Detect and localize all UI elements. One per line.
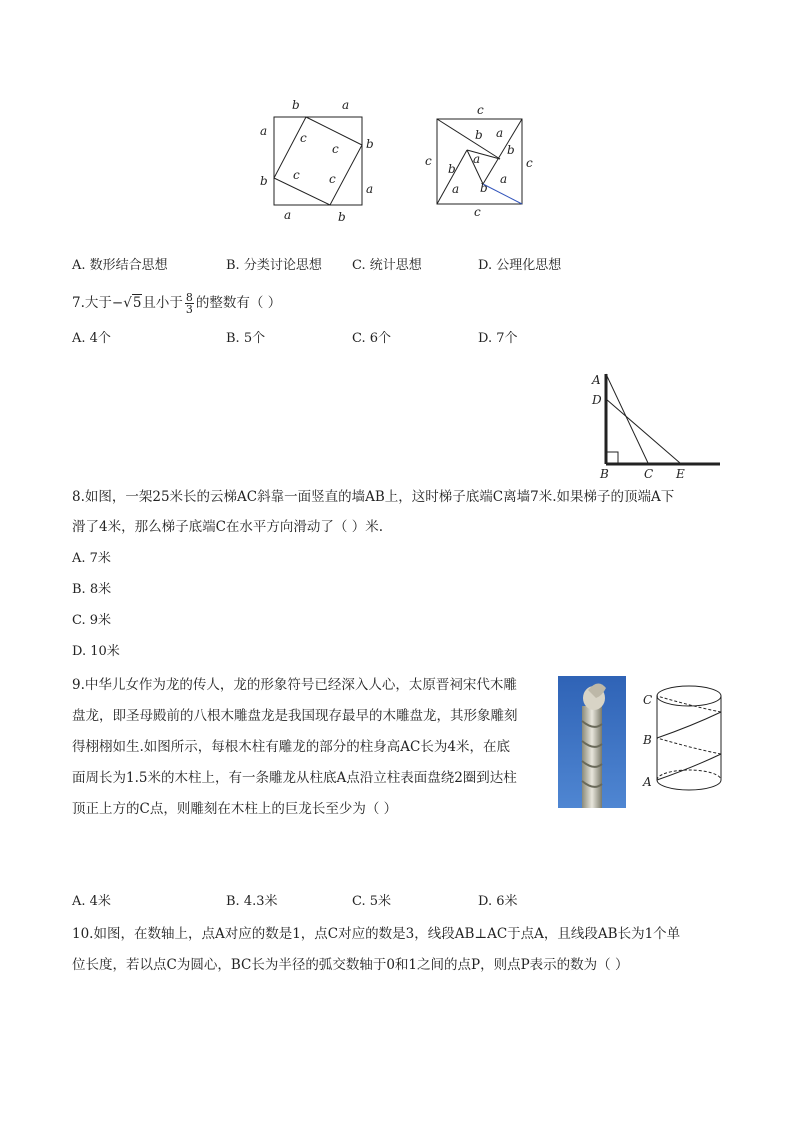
label-c1: c [300, 131, 307, 145]
label-c-top: c [477, 103, 484, 117]
pythagoras-figure-left [250, 95, 390, 225]
cylinder-figure [640, 680, 730, 810]
q7-suffix: 的整数有（ ） [195, 295, 282, 311]
point-C: C [644, 467, 654, 481]
label-a-top: a [342, 98, 350, 112]
label-c-right: c [526, 156, 533, 170]
q7-stem [72, 292, 281, 315]
point-E: E [676, 467, 685, 481]
q6-option-a[interactable]: A. 数形结合思想 [72, 258, 168, 273]
q9-option-c[interactable]: C. 5米 [352, 894, 392, 909]
label-a-bottom: a [284, 208, 292, 222]
label-b-right: b [366, 137, 374, 151]
label-a2: a [473, 152, 481, 166]
q9-line-1: 9.中华儿女作为龙的传人，龙的形象符号已经深入人心，太原晋祠宋代木雕 [72, 677, 517, 693]
fraction [185, 292, 194, 315]
label-b2: b [507, 143, 515, 157]
q10-line-2: 位长度，若以点C为圆心，BC长为半径的弧交数轴于0和1之间的点P，则点P表示的数为（ ） [72, 957, 629, 973]
label-c-left: c [425, 154, 432, 168]
q9-option-d[interactable]: D. 6米 [478, 894, 518, 909]
q8-option-b[interactable]: B. 8米 [72, 582, 112, 597]
label-c-bottom: c [474, 205, 481, 219]
q8-option-d[interactable]: D. 10米 [72, 644, 120, 659]
q9-option-a[interactable]: A. 4米 [72, 894, 111, 909]
label-c4: c [329, 172, 336, 186]
label-c3: c [293, 168, 300, 182]
q8-option-a[interactable]: A. 7米 [72, 551, 111, 566]
q9-option-b[interactable]: B. 4.3米 [226, 894, 278, 909]
point-A: A [643, 775, 652, 789]
q7-middle: 且小于 [142, 295, 183, 311]
point-D: D [592, 393, 602, 407]
q7-prefix: 7.大于 [72, 295, 112, 311]
q9-line-5: 顶正上方的C点，则雕刻在木柱上的巨龙长至少为（ ） [72, 801, 398, 817]
label-a1: a [496, 126, 504, 140]
q10-line-1: 10.如图，在数轴上，点A对应的数是1，点C对应的数是3，线段AB⊥AC于点A，且线段AB长为1个单 [72, 926, 681, 942]
point-B: B [600, 467, 609, 481]
q6-option-d[interactable]: D. 公理化思想 [478, 258, 562, 273]
label-a3: a [452, 182, 460, 196]
q8-line-1: 8.如图，一架25米长的云梯AC斜靠一面竖直的墙AB上，这时梯子底端C离墙7米.如果梯子的顶端A下 [72, 489, 675, 505]
fraction-numerator: 8 [185, 291, 193, 304]
label-c2: c [332, 142, 339, 156]
label-b-left: b [260, 174, 268, 188]
ladder-figure [586, 366, 726, 481]
label-b1: b [475, 128, 483, 142]
point-A: A [592, 373, 601, 387]
point-C: C [643, 693, 653, 707]
label-a4: a [500, 172, 508, 186]
sqrt-radicand: 5 [132, 295, 142, 311]
label-a-right: a [366, 182, 374, 196]
label-b4: b [480, 181, 488, 195]
q9-line-3: 得栩栩如生.如图所示，每根木柱有雕龙的部分的柱身高AC长为4米，在底 [72, 739, 510, 755]
pythagoras-figure-right [420, 95, 550, 225]
q7-option-d[interactable]: D. 7个 [478, 331, 518, 346]
q7-minus: − [111, 295, 124, 311]
label-a-left: a [260, 124, 268, 138]
sqrt-sign: √ [123, 295, 132, 311]
q8-line-2: 滑了4米，那么梯子底端C在水平方向滑动了（ ）米. [72, 519, 384, 535]
q8-option-c[interactable]: C. 9米 [72, 613, 112, 628]
fraction-denominator: 3 [185, 303, 193, 316]
q6-option-c[interactable]: C. 统计思想 [352, 258, 422, 273]
q7-option-a[interactable]: A. 4个 [72, 331, 111, 346]
label-b-bottom: b [338, 210, 346, 224]
label-b3: b [448, 162, 456, 176]
label-b-top: b [292, 98, 300, 112]
q9-line-2: 盘龙，即圣母殿前的八根木雕盘龙是我国现存最早的木雕盘龙，其形象雕刻 [72, 708, 518, 724]
sqrt-expression [123, 294, 142, 311]
q9-line-4: 面周长为1.5米的木柱上，有一条雕龙从柱底A点沿立柱表面盘绕2圈到达柱 [72, 770, 517, 786]
dragon-pillar-photo [558, 676, 626, 808]
q7-option-b[interactable]: B. 5个 [226, 331, 266, 346]
q6-option-b[interactable]: B. 分类讨论思想 [226, 258, 322, 273]
point-B: B [643, 733, 652, 747]
q7-option-c[interactable]: C. 6个 [352, 331, 392, 346]
